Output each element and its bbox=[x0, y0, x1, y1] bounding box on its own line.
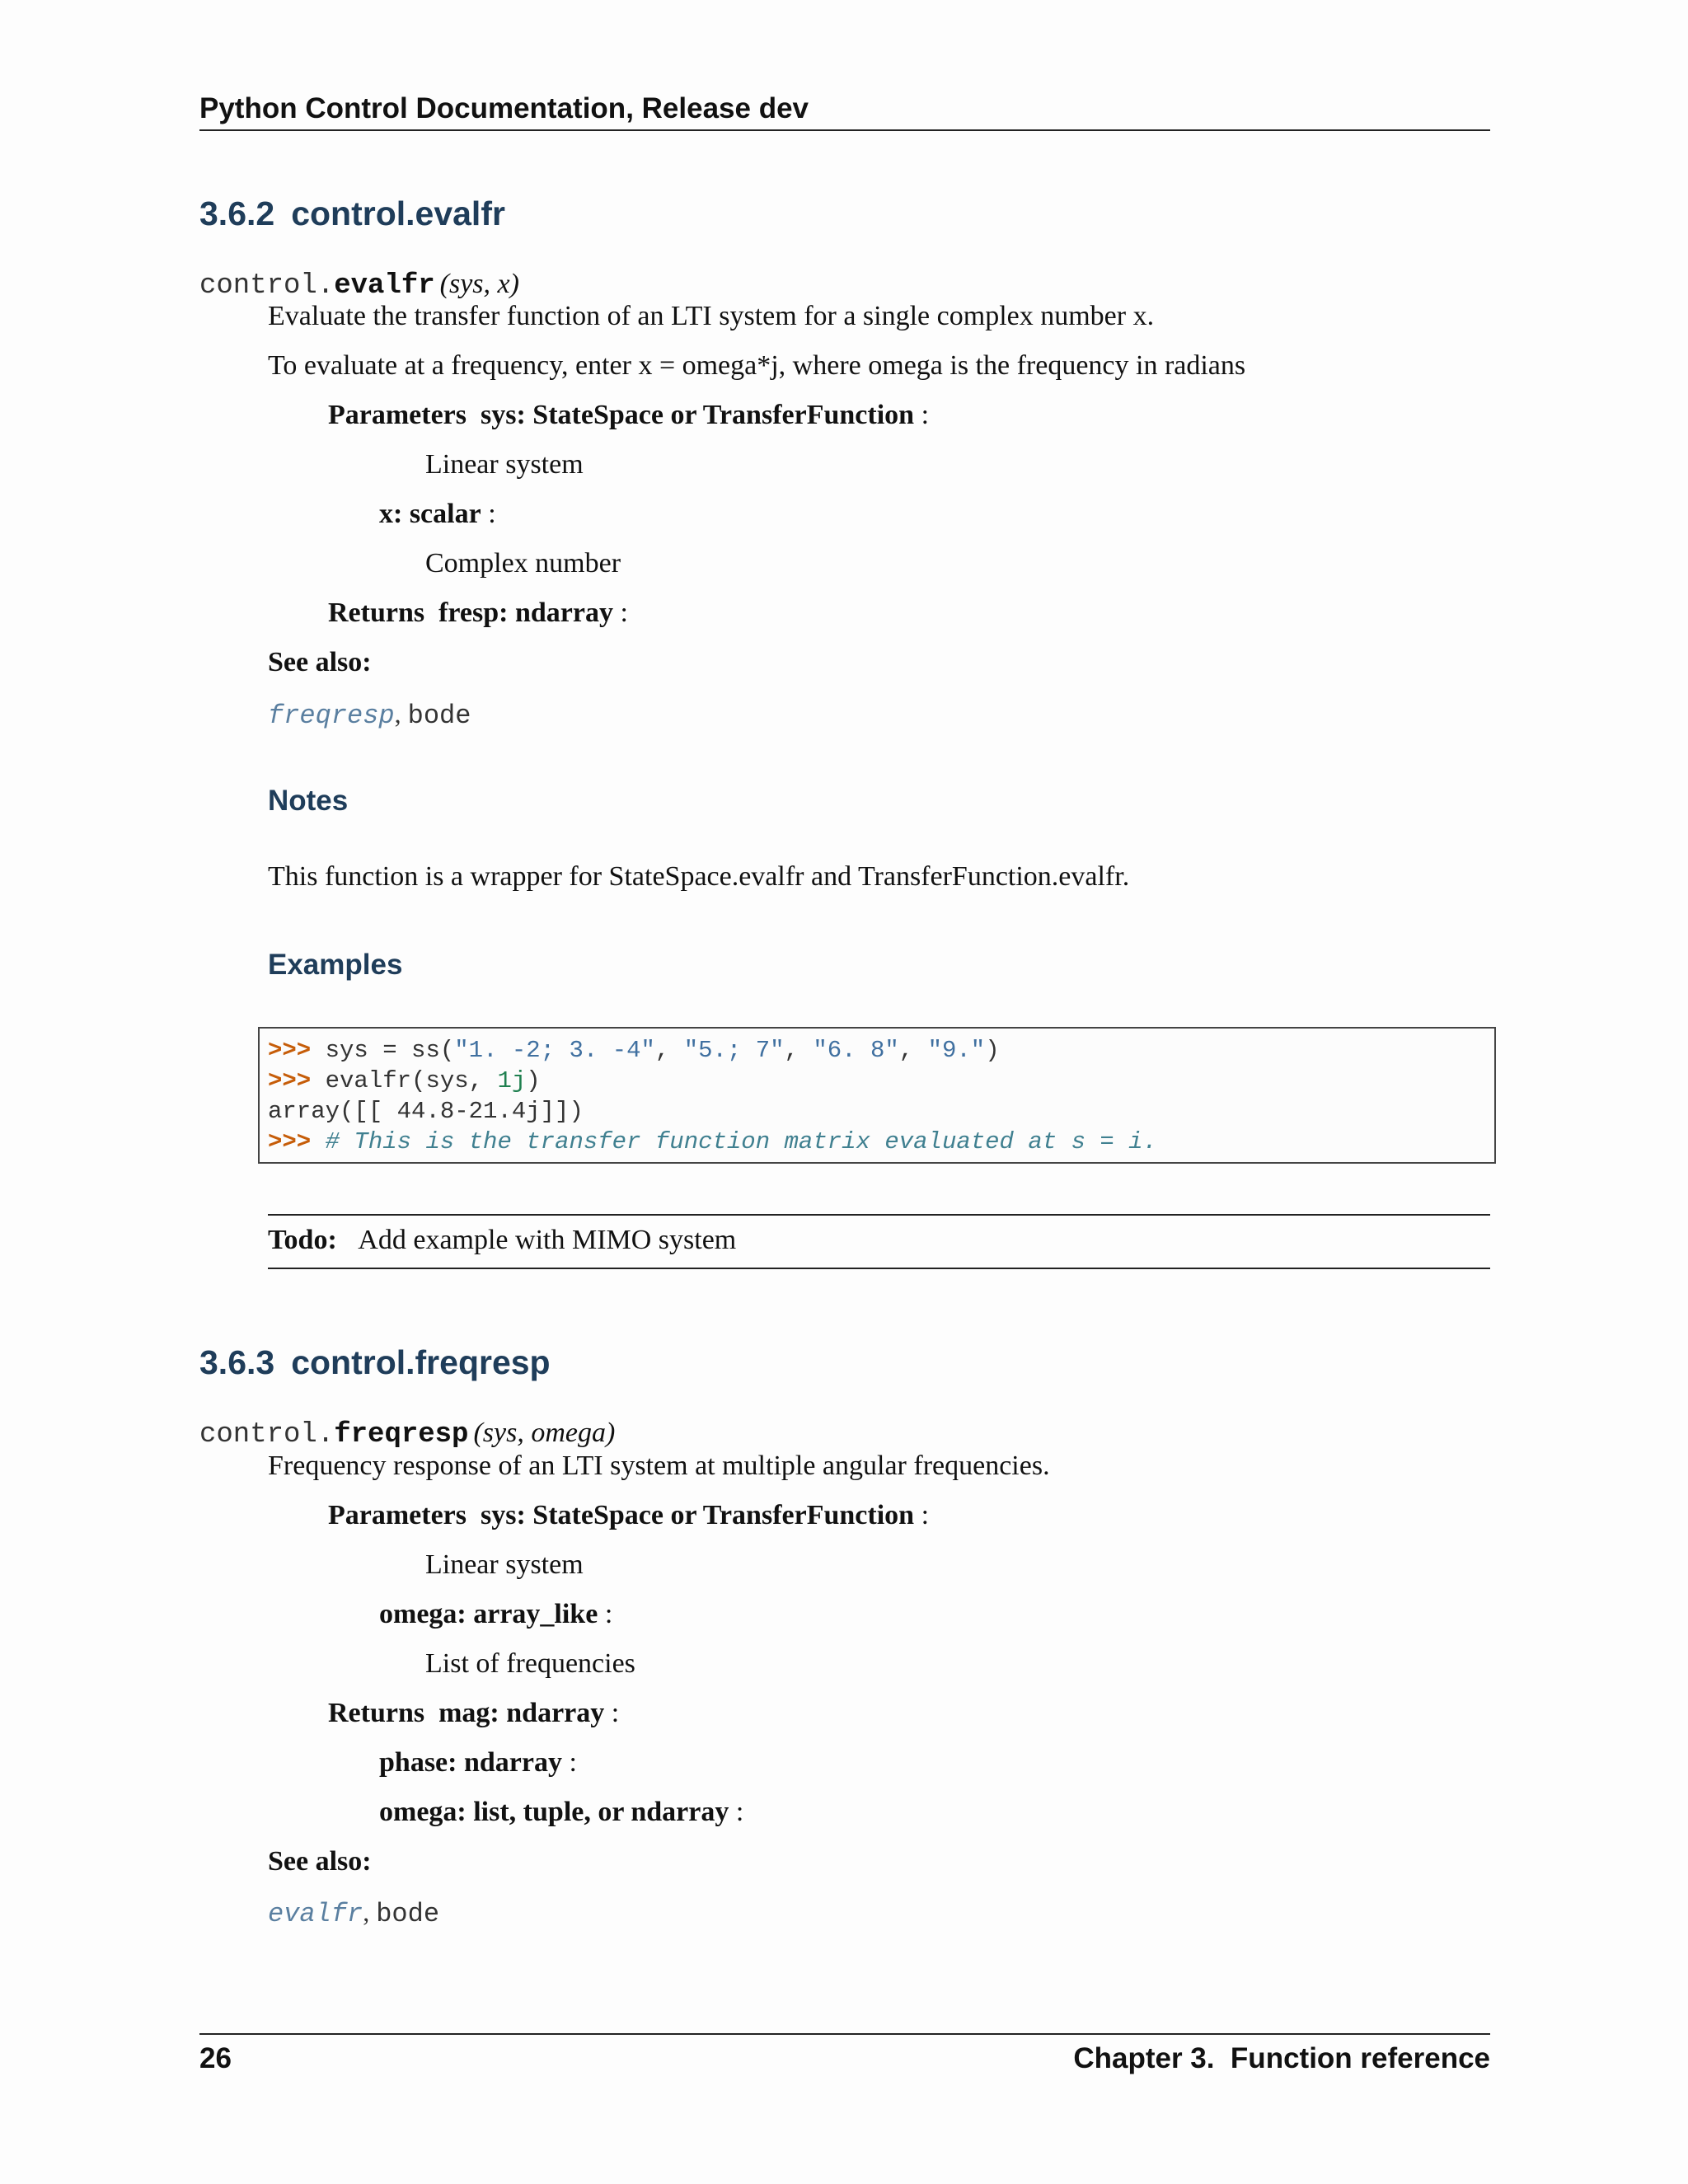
todo-label: Todo: bbox=[268, 1225, 337, 1255]
section-title: control.freqresp bbox=[291, 1343, 551, 1381]
parameters-row: Parameters sys: StateSpace or TransferFunction : bbox=[328, 400, 930, 430]
see-also-bode: bode bbox=[376, 1899, 440, 1929]
see-also-label: See also: bbox=[268, 647, 372, 677]
signature-args: (sys, omega) bbox=[473, 1418, 616, 1448]
todo-top-rule bbox=[268, 1214, 1490, 1216]
section-number: 3.6.3 bbox=[199, 1343, 275, 1381]
return-name: mag: ndarray bbox=[438, 1698, 605, 1728]
return-name: fresp: ndarray bbox=[438, 598, 613, 628]
notes-text: This function is a wrapper for StateSpace.evalfr and TransferFunction.evalfr. bbox=[268, 861, 1130, 892]
signature-function: freqresp bbox=[334, 1419, 469, 1451]
param-row: omega: array_like : bbox=[379, 1599, 613, 1629]
param-desc: Linear system bbox=[425, 449, 584, 480]
function-signature-evalfr bbox=[199, 269, 519, 302]
todo-bottom-rule bbox=[268, 1268, 1490, 1269]
param-name: sys: StateSpace or TransferFunction bbox=[481, 1500, 915, 1530]
header-rule bbox=[199, 129, 1490, 131]
code-line: >>> evalfr(sys, 1j) bbox=[268, 1067, 541, 1094]
param-name: omega: array_like bbox=[379, 1599, 598, 1629]
return-row: phase: ndarray : bbox=[379, 1747, 577, 1778]
code-example-block[interactable] bbox=[258, 1027, 1496, 1164]
see-also-links: evalfr, bode bbox=[268, 1897, 440, 1929]
parameters-row: Parameters sys: StateSpace or TransferFunction : bbox=[328, 1500, 930, 1530]
returns-label: Returns bbox=[328, 598, 425, 628]
returns-label: Returns bbox=[328, 1698, 425, 1728]
running-header: Python Control Documentation, Release dev bbox=[199, 92, 809, 124]
section-title: control.evalfr bbox=[291, 194, 505, 232]
signature-function: evalfr bbox=[334, 270, 435, 302]
param-desc: Linear system bbox=[425, 1549, 584, 1580]
see-also-label: See also: bbox=[268, 1846, 372, 1877]
signature-module: control. bbox=[199, 270, 335, 302]
param-name: sys: StateSpace or TransferFunction bbox=[481, 400, 915, 430]
examples-heading: Examples bbox=[268, 949, 403, 981]
return-name: phase: ndarray bbox=[379, 1747, 562, 1778]
param-row: x: scalar : bbox=[379, 499, 496, 529]
parameters-label: Parameters bbox=[328, 400, 467, 430]
page-number: 26 bbox=[199, 2042, 232, 2074]
param-desc: List of frequencies bbox=[425, 1648, 635, 1679]
code-line: array([[ 44.8-21.4j]]) bbox=[268, 1098, 584, 1125]
return-name: omega: list, tuple, or ndarray bbox=[379, 1797, 729, 1827]
chapter-title: Chapter 3. Function reference bbox=[1073, 2042, 1490, 2074]
see-also-link-freqresp[interactable]: freqresp bbox=[268, 701, 395, 731]
see-also-links: freqresp, bode bbox=[268, 699, 471, 731]
todo-text: Add example with MIMO system bbox=[358, 1225, 737, 1255]
section-heading-freqresp bbox=[199, 1343, 551, 1382]
description-line: Evaluate the transfer function of an LTI system for a single complex number x. bbox=[268, 301, 1155, 331]
section-heading-evalfr bbox=[199, 194, 505, 233]
returns-row: Returns fresp: ndarray : bbox=[328, 598, 628, 628]
description-line: Frequency response of an LTI system at multiple angular frequencies. bbox=[268, 1451, 1050, 1481]
see-also-link-evalfr[interactable]: evalfr bbox=[268, 1899, 363, 1929]
description-line: To evaluate at a frequency, enter x = omega*j, where omega is the frequency in radians bbox=[268, 350, 1246, 381]
footer-rule bbox=[199, 2033, 1490, 2035]
function-signature-freqresp bbox=[199, 1418, 615, 1451]
see-also-bode: bode bbox=[407, 701, 471, 731]
param-name: x: scalar bbox=[379, 499, 481, 529]
section-number: 3.6.2 bbox=[199, 194, 275, 232]
returns-row: Returns mag: ndarray : bbox=[328, 1698, 620, 1728]
parameters-label: Parameters bbox=[328, 1500, 467, 1530]
code-line: >>> # This is the transfer function matrix evaluated at s = i. bbox=[268, 1128, 1157, 1155]
code-line: >>> sys = ss("1. -2; 3. -4", "5.; 7", "6. 8", "9.") bbox=[268, 1037, 1000, 1064]
notes-heading: Notes bbox=[268, 785, 349, 817]
return-row: omega: list, tuple, or ndarray : bbox=[379, 1797, 744, 1827]
signature-args: (sys, x) bbox=[439, 269, 519, 299]
todo-admonition bbox=[268, 1225, 736, 1256]
param-desc: Complex number bbox=[425, 548, 621, 579]
signature-module: control. bbox=[199, 1419, 335, 1451]
